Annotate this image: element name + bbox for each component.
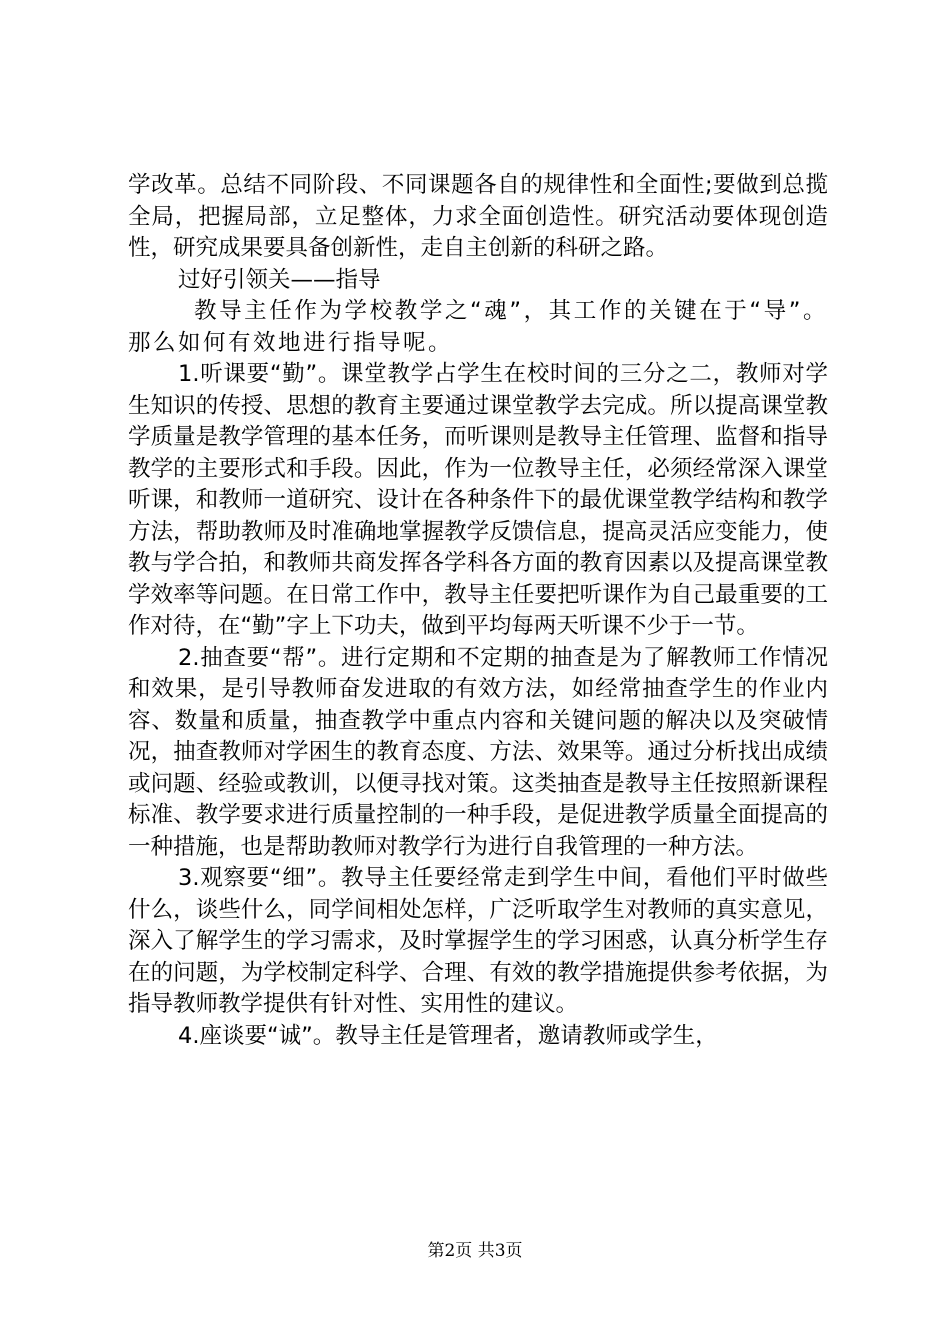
page-footer bbox=[0, 1240, 950, 1262]
page-indicator: 第2页 共3页 bbox=[427, 1241, 523, 1261]
paragraph-item-3: 3.观察要“细”。教导主任要经常走到学生中间，看他们平时做些什么，谈些什么，同学间相处怎样，广泛听取学生对教师的真实意见，深入了解学生的学习需求，及时掌握学生的学习困惑，认真分析学生存在的问题，为学校制定科学、合理、有效的教学措施提供参考依据，为指导教师教学提供有针对性、实用性的建议。 bbox=[128, 865, 828, 1017]
paragraph-item-2: 2.抽查要“帮”。进行定期和不定期的抽查是为了解教师工作情况和效果，是引导教师奋发进取的有效方法，如经常抽查学生的作业内容、数量和质量，抽查教学中重点内容和关键问题的解决以及突破情况，抽查教师对学困生的教育态度、方法、效果等。通过分析找出成绩或问题、经验或教训，以便寻找对策。这类抽查是教导主任按照新课程标准、教学要求进行质量控制的一种手段，是促进教学质量全面提高的一种措施，也是帮助教师对教学行为进行自我管理的一种方法。 bbox=[128, 644, 828, 860]
paragraph-item-1: 1.听课要“勤”。课堂教学占学生在校时间的三分之二，教师对学生知识的传授、思想的教育主要通过课堂教学去完成。所以提高课堂教学质量是教学管理的基本任务，而听课则是教导主任管理、监督和指导教学的主要形式和手段。因此，作为一位教导主任，必须经常深入课堂听课，和教师一道研究、设计在各种条件下的最优课堂教学结构和教学方法，帮助教师及时准确地掌握教学反馈信息，提高灵活应变能力，使教与学合拍，和教师共商发挥各学科各方面的教育因素以及提高课堂教学效率等问题。在日常工作中，教导主任要把听课作为自己最重要的工作对待，在“勤”字上下功夫，做到平均每两天听课不少于一节。 bbox=[128, 361, 828, 639]
section-heading: 过好引领关——指导 bbox=[178, 266, 381, 293]
paragraph-item-4: 4.座谈要“诚”。教导主任是管理者，邀请教师或学生， bbox=[178, 1022, 718, 1049]
document-body bbox=[128, 170, 828, 1052]
paragraph-intro: 学改革。总结不同阶段、不同课题各自的规律性和全面性;要做到总揽全局，把握局部，立足整体，力求全面创造性。研究活动要体现创造性，研究成果要具备创新性，走自主创新的科研之路。 bbox=[128, 172, 828, 261]
paragraph-lead: 教导主任作为学校教学之“魂”，其工作的关键在于“导”。那么如何有效地进行指导呢。 bbox=[128, 298, 828, 356]
